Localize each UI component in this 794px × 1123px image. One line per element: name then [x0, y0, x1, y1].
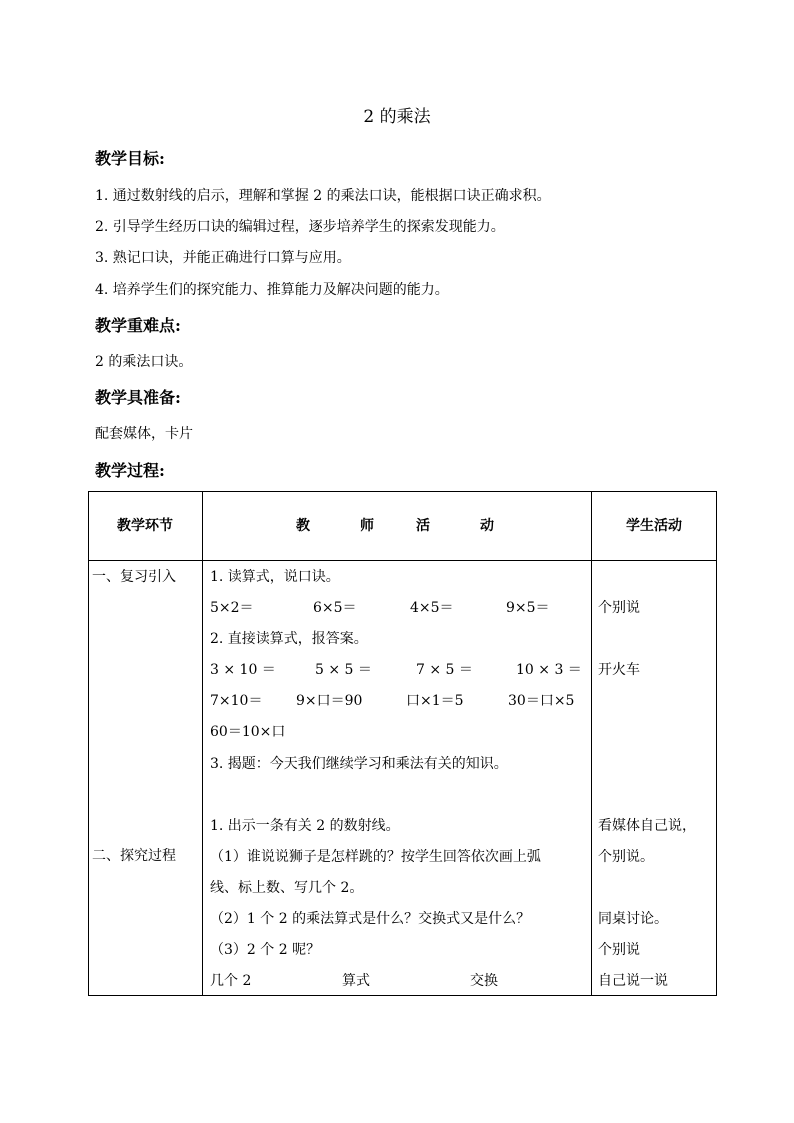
column-label: 算式: [342, 973, 370, 989]
objective-item: 2. 引导学生经历口诀的编辑过程，逐步培养学生的探索发现能力。: [95, 219, 505, 235]
table-divider: [202, 491, 203, 996]
student-activity: 个别说: [598, 600, 640, 616]
process-heading: 教学过程:: [95, 461, 165, 480]
equation: 9×口＝90: [296, 693, 363, 709]
header-teacher-char: 动: [480, 518, 494, 534]
header-student: 学生活动: [626, 518, 682, 534]
header-teacher-char: 活: [416, 518, 430, 534]
teacher-line: （1）谁说说狮子是怎样跳的？按学生回答依次画上弧: [210, 849, 541, 865]
header-teacher-char: 师: [360, 518, 374, 534]
student-activity: 看媒体自己说，: [598, 818, 696, 834]
equation: 口×1＝5: [406, 693, 464, 709]
column-label: 交换: [470, 973, 498, 989]
objective-item: 1. 通过数射线的启示，理解和掌握 2 的乘法口诀，能根据口诀正确求积。: [95, 188, 551, 204]
objective-item: 3. 熟记口诀，并能正确进行口算与应用。: [95, 250, 351, 266]
preparation-text: 配套媒体，卡片: [95, 426, 193, 442]
teacher-line: 1. 出示一条有关 2 的数射线。: [210, 818, 400, 834]
teacher-line: （2）1 个 2 的乘法算式是什么？交换式又是什么？: [210, 911, 531, 927]
teacher-line: （3）2 个 2 呢？: [210, 942, 321, 958]
equation: 5 × 5 ＝: [315, 662, 372, 678]
equation: 3 × 10 ＝: [210, 662, 276, 678]
header-teacher-char: 教: [296, 518, 310, 534]
objectives-heading: 教学目标:: [95, 149, 165, 168]
header-stage: 教学环节: [117, 518, 173, 534]
teacher-line: 2. 直接读算式，报答案。: [210, 631, 368, 647]
teacher-line: 3. 揭题：今天我们继续学习和乘法有关的知识。: [210, 756, 508, 772]
equation: 10 × 3 ＝: [516, 662, 582, 678]
stage-review: 一、复习引入: [92, 569, 176, 585]
student-activity: 开火车: [598, 662, 640, 678]
student-activity: 自己说一说: [598, 973, 668, 989]
page-title: 2 的乘法: [363, 107, 431, 127]
teacher-line: 1. 读算式，说口诀。: [210, 569, 340, 585]
equation: 6×5＝: [313, 600, 357, 616]
equation: 5×2＝: [210, 600, 254, 616]
equation: 30＝口×5: [508, 693, 575, 709]
student-activity: 个别说: [598, 942, 640, 958]
key-points-text: 2 的乘法口诀。: [95, 354, 193, 370]
student-activity: 个别说。: [598, 849, 654, 865]
stage-explore: 二、探究过程: [92, 848, 176, 864]
equation: 7×10＝: [210, 693, 263, 709]
equation: 9×5＝: [506, 600, 550, 616]
equation: 4×5＝: [410, 600, 454, 616]
preparation-heading: 教学具准备:: [95, 388, 181, 407]
student-activity: 同桌讨论。: [598, 911, 668, 927]
key-points-heading: 教学重难点:: [95, 316, 181, 335]
column-label: 几个 2: [210, 973, 252, 989]
equation: 60＝10×口: [210, 724, 286, 740]
table-divider: [591, 491, 592, 996]
table-divider: [88, 560, 717, 561]
teacher-line: 线、标上数、写几个 2。: [210, 880, 364, 896]
objective-item: 4. 培养学生们的探究能力、推算能力及解决问题的能力。: [95, 282, 449, 298]
equation: 7 × 5 ＝: [416, 662, 473, 678]
